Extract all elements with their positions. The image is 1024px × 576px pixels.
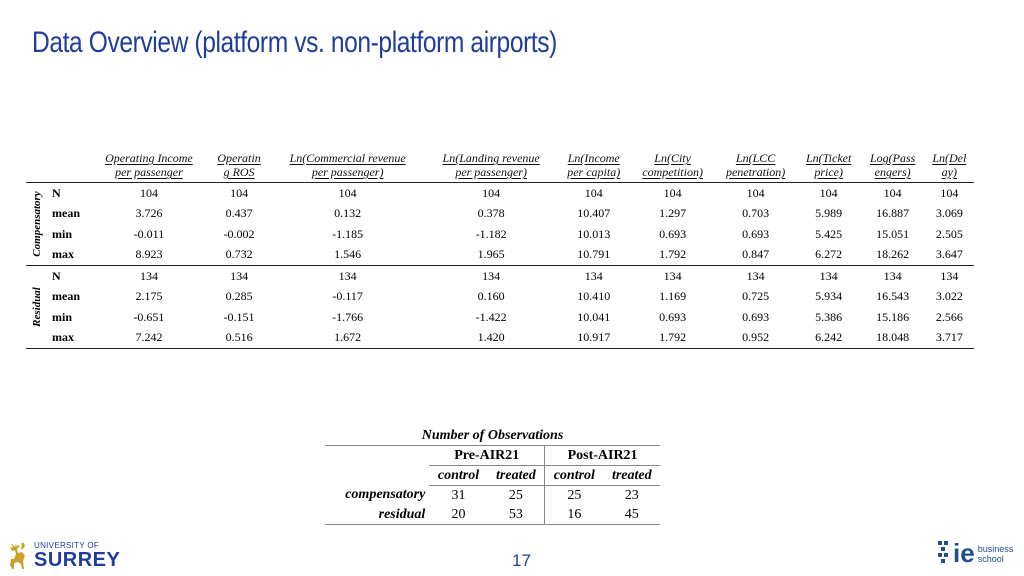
table-row: [26, 307, 974, 328]
table-row: [26, 183, 974, 204]
column-header: Ln(Income per capita): [567, 151, 621, 179]
table-cell: 134: [940, 268, 959, 283]
table-cell: -1.182: [475, 226, 507, 241]
table-cell: 1.546: [334, 247, 362, 262]
table-cell: 0.952: [742, 330, 770, 345]
column-header: Ln(City competition): [642, 151, 703, 179]
table-cell: 0.378: [477, 206, 505, 221]
table-cell: 6.242: [815, 330, 843, 345]
table-cell: 104: [482, 185, 501, 200]
table-cell: 0.693: [742, 226, 770, 241]
table-cell: 2.175: [135, 289, 163, 304]
table-cell: 134: [883, 268, 902, 283]
period-post: Post-AIR21: [545, 446, 660, 466]
table-cell: 1.792: [659, 247, 687, 262]
table-cell: 104: [883, 185, 902, 200]
table-cell: -1.766: [332, 309, 364, 324]
table-cell: 23: [624, 487, 639, 503]
table-cell: 0.437: [225, 206, 253, 221]
table-row: [26, 224, 974, 245]
period-header-row: [325, 446, 660, 466]
table-cell: 104: [663, 185, 682, 200]
table-cell: 2.566: [935, 309, 963, 324]
table-cell: 10.917: [577, 330, 611, 345]
table-cell: 0.703: [742, 206, 770, 221]
surrey-line2: SURREY: [34, 549, 121, 571]
table-row: [26, 266, 974, 287]
table-cell: 7.242: [135, 330, 163, 345]
table-cell: 1.672: [334, 330, 362, 345]
table-cell: -0.151: [223, 309, 255, 324]
table-cell: 5.425: [815, 226, 843, 241]
observations-table: [325, 426, 660, 525]
subheader-treated: treated: [604, 466, 660, 486]
observations-caption: Number of Observations: [325, 426, 660, 446]
table-row: [325, 486, 660, 506]
table-cell: 10.791: [577, 247, 611, 262]
table-row: [26, 245, 974, 266]
table-cell: 8.923: [135, 247, 163, 262]
page-title: Data Overview (platform vs. non-platform airports): [32, 26, 557, 59]
header-row: [26, 150, 974, 183]
table-cell: 0.693: [659, 309, 687, 324]
table-cell: 3.717: [935, 330, 963, 345]
column-header: Ln(Commercial revenue per passenger): [289, 151, 406, 179]
ie-emblem-icon: [937, 539, 951, 569]
table-cell: 3.647: [935, 247, 963, 262]
table-cell: 18.048: [876, 330, 910, 345]
group-label-cell: [26, 266, 48, 349]
table-cell: -0.651: [133, 309, 165, 324]
table-cell: 10.410: [577, 289, 611, 304]
table-cell: 3.069: [935, 206, 963, 221]
ie-line1: business: [977, 543, 1014, 554]
stat-label: min: [52, 226, 73, 241]
table-cell: 15.051: [876, 226, 910, 241]
group-label-cell: [26, 183, 48, 266]
ie-business-school-logo: [937, 538, 1013, 569]
stat-label: N: [52, 268, 61, 283]
summary-statistics-table: [26, 150, 974, 349]
table-cell: 16.887: [876, 206, 910, 221]
table-cell: 5.934: [815, 289, 843, 304]
table-cell: 0.132: [334, 206, 362, 221]
table-cell: 0.285: [225, 289, 253, 304]
column-header: Ln(Landing revenue per passenger): [442, 151, 540, 179]
subheader-control: control: [545, 466, 604, 486]
stag-icon: [4, 541, 30, 571]
summary-statistics-body: [26, 183, 974, 349]
row-label: residual: [325, 505, 429, 525]
table-cell: 25: [508, 487, 523, 503]
group-label: Compensatory: [31, 191, 43, 257]
column-header: Ln(Ticket price): [805, 151, 852, 179]
table-cell: 6.272: [815, 247, 843, 262]
table-cell: 134: [746, 268, 765, 283]
table-cell: 10.041: [577, 309, 611, 324]
table-row: [26, 204, 974, 225]
surrey-line1: UNIVERSITY OF: [34, 541, 100, 550]
observations-caption-row: [325, 426, 660, 446]
table-cell: 5.989: [815, 206, 843, 221]
table-cell: 0.693: [659, 226, 687, 241]
ie-mark: ie: [953, 538, 975, 568]
table-cell: 134: [230, 268, 249, 283]
group-label: Residual: [31, 287, 43, 327]
stat-label: N: [52, 185, 61, 200]
table-cell: 2.505: [935, 226, 963, 241]
stat-label: mean: [52, 289, 80, 304]
table-cell: -1.185: [332, 226, 364, 241]
table-cell: 45: [604, 505, 660, 525]
row-label: compensatory: [345, 487, 426, 503]
table-cell: -1.422: [475, 309, 507, 324]
table-cell: 1.169: [659, 289, 687, 304]
table-cell: 5.386: [815, 309, 843, 324]
ie-line2: school: [977, 553, 1004, 564]
table-cell: 104: [746, 185, 765, 200]
column-header: Ln(LCC penetration): [725, 151, 786, 179]
table-cell: 31: [451, 487, 466, 503]
table-cell: 10.013: [577, 226, 611, 241]
stat-label: mean: [52, 206, 80, 221]
table-cell: 1.420: [477, 330, 505, 345]
column-header: Operating Income per passenger: [105, 151, 193, 179]
table-cell: 1.965: [477, 247, 505, 262]
table-cell: 134: [584, 268, 603, 283]
table-cell: 0.725: [742, 289, 770, 304]
table-cell: 10.407: [577, 206, 611, 221]
table-cell: 104: [940, 185, 959, 200]
table-cell: 20: [429, 505, 487, 525]
subheader-treated: treated: [488, 466, 545, 486]
column-header: Log(Pass engers): [869, 151, 916, 179]
table-cell: -0.002: [223, 226, 255, 241]
column-header: Ln(Del ay): [932, 151, 967, 179]
table-cell: 104: [230, 185, 249, 200]
period-pre: Pre-AIR21: [429, 446, 544, 466]
table-cell: 1.792: [659, 330, 687, 345]
table-cell: 134: [139, 268, 158, 283]
stat-label: min: [52, 309, 73, 324]
table-cell: 104: [338, 185, 357, 200]
column-header: Operatin g ROS: [217, 151, 261, 179]
table-cell: 104: [819, 185, 838, 200]
table-cell: 3.022: [935, 289, 963, 304]
table-cell: 134: [482, 268, 501, 283]
table-cell: 104: [139, 185, 158, 200]
table-cell: 0.516: [225, 330, 253, 345]
table-cell: -0.117: [332, 289, 363, 304]
table-cell: 0.160: [477, 289, 505, 304]
table-cell: 0.732: [225, 247, 253, 262]
table-cell: 134: [663, 268, 682, 283]
table-row: [26, 328, 974, 349]
table-cell: 134: [819, 268, 838, 283]
table-cell: -0.011: [133, 226, 165, 241]
table-row: [325, 505, 660, 525]
table-cell: 16: [545, 505, 604, 525]
table-cell: 25: [545, 486, 604, 506]
group-header-row: [325, 466, 660, 486]
table-cell: 53: [488, 505, 545, 525]
university-of-surrey-logo: [4, 541, 120, 571]
table-cell: 0.693: [742, 309, 770, 324]
table-cell: 134: [338, 268, 357, 283]
table-cell: 3.726: [135, 206, 163, 221]
stat-label: max: [52, 330, 74, 345]
table-cell: 15.186: [876, 309, 910, 324]
table-cell: 18.262: [876, 247, 910, 262]
stat-label: max: [52, 247, 74, 262]
subheader-control: control: [429, 466, 487, 486]
table-cell: 1.297: [659, 206, 687, 221]
table-cell: 16.543: [876, 289, 910, 304]
table-cell: 0.847: [742, 247, 770, 262]
table-cell: 104: [584, 185, 603, 200]
page-number: 17: [512, 551, 531, 570]
table-row: [26, 287, 974, 308]
